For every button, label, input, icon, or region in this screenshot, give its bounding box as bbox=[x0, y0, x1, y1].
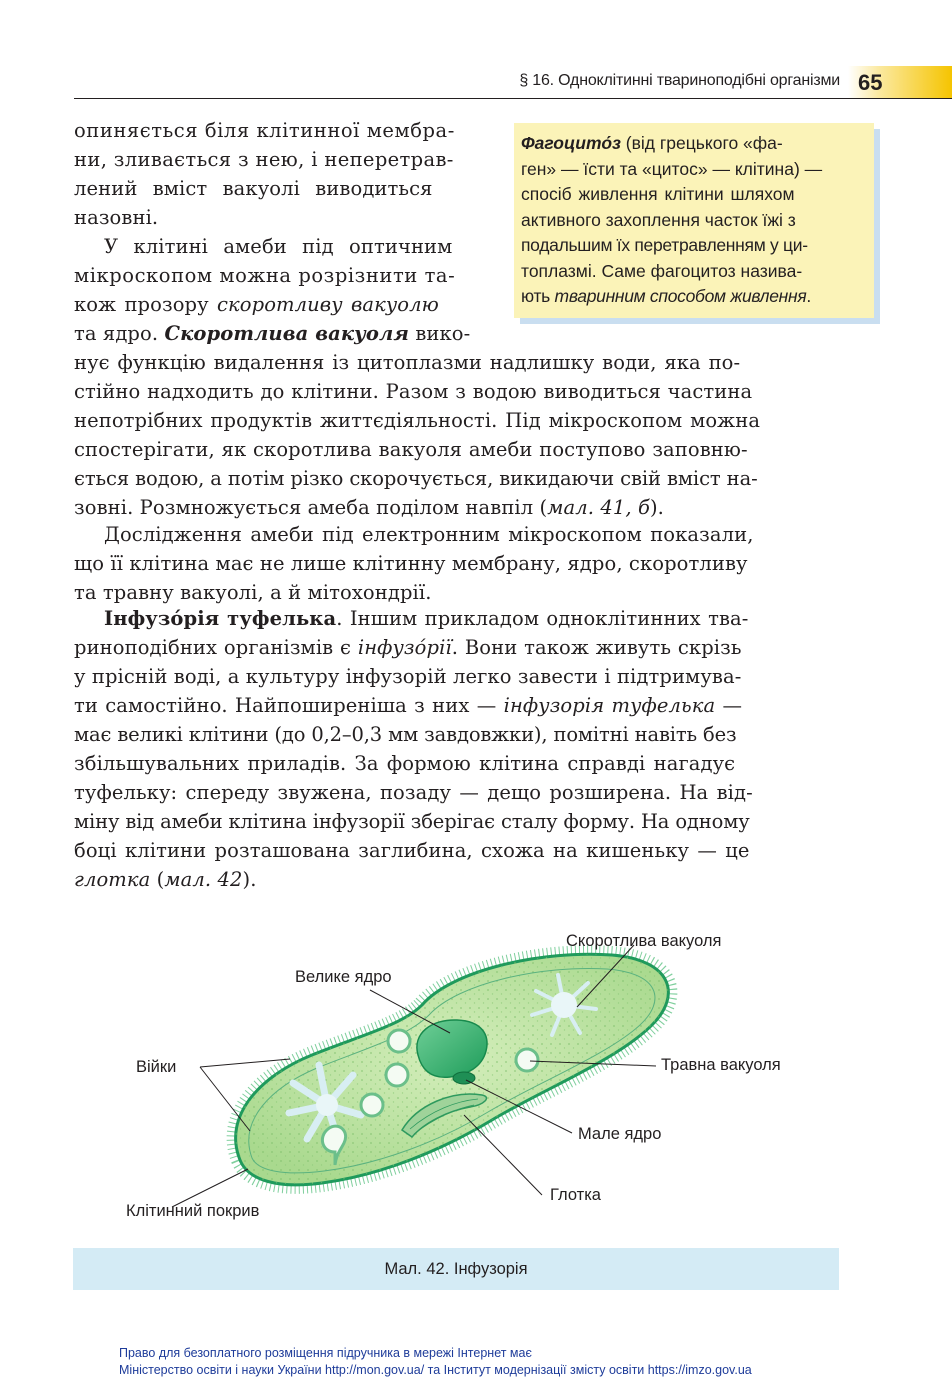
text-segment: ). bbox=[242, 868, 257, 891]
text-line bbox=[74, 691, 840, 720]
page-number: 65 bbox=[858, 70, 883, 95]
term-infusoria: інфузо́рії bbox=[357, 636, 452, 659]
term-gullet: глотка bbox=[74, 868, 151, 891]
text-segment: — bbox=[715, 694, 743, 717]
label-micronucleus: Мале ядро bbox=[578, 1125, 662, 1143]
text-segment: ( bbox=[150, 868, 165, 891]
header-rule bbox=[74, 98, 952, 99]
text-segment: ). bbox=[649, 496, 664, 519]
definition-line: спосіб живлення клітини шляхом bbox=[521, 184, 795, 204]
text-line: збільшувальних приладів. За формою клітина справді нагадує bbox=[74, 752, 736, 775]
label-contractile-vacuole: Скоротлива вакуоля bbox=[566, 932, 722, 950]
text-line: боці клітини розташована заглибина, схожа на кишеньку — це bbox=[74, 839, 750, 862]
definition-text: ють bbox=[521, 286, 555, 306]
label-pellicle: Клітинний покрив bbox=[126, 1202, 260, 1220]
text-segment: ти самостійно. Найпоширеніша з них — bbox=[74, 694, 504, 717]
definition-line: ген» — їсти та «цитос» — клітина) — bbox=[521, 158, 823, 179]
text-line: ється водою, а потім різко скорочується, викидаючи свій вміст на- bbox=[74, 467, 758, 490]
text-line bbox=[74, 520, 840, 549]
paragraph-amoeba-vacuole bbox=[74, 116, 492, 232]
text-line: ни, зливається з нею, і неперетрав- bbox=[74, 148, 454, 171]
text-line bbox=[74, 319, 840, 348]
footer-rights-links: Міністерство освіти і науки України http://mon.gov.ua/ та Інститут модернізації змісту освіти https://imzo.gov.ua bbox=[119, 1363, 752, 1377]
text-line: спостерігати, як скоротлива вакуоля амеби поступово заповню- bbox=[74, 438, 748, 461]
text-line: лений вміст вакуолі виводиться bbox=[74, 177, 433, 200]
text-line bbox=[74, 865, 840, 894]
text-line: непотрібних продуктів життєдіяльності. Під мікроскопом можна bbox=[74, 409, 761, 432]
text-line-content: Дослідження амеби під електронним мікроскопом показали, bbox=[104, 523, 754, 546]
food-vacuole bbox=[361, 1094, 383, 1116]
text-line: опиняється біля клітинної мембра- bbox=[74, 119, 455, 142]
text-line: стійно надходить до клітини. Разом з водою виводиться частина bbox=[74, 380, 753, 403]
definition-line bbox=[521, 131, 874, 157]
term-paramecium: Інфузо́рія туфелька bbox=[104, 607, 337, 630]
paramecium-illustration bbox=[72, 915, 842, 1245]
text-segment: . Вони також живуть скрізь bbox=[451, 636, 742, 659]
definition-text: (від грецького «фа- bbox=[620, 133, 783, 153]
paragraph-electron-microscope bbox=[74, 520, 840, 607]
term-contractile-vacuole-bold: Скоротлива вакуоля bbox=[164, 322, 410, 345]
text-line bbox=[74, 604, 840, 633]
text-line: нує функцію видалення із цитоплазми надлишку води, яка по- bbox=[74, 351, 741, 374]
text-line: мікроскопом можна розрізнити та- bbox=[74, 264, 456, 287]
term-contractile-vacuole: скоротливу вакуолю bbox=[217, 293, 439, 316]
food-vacuole bbox=[388, 1030, 410, 1052]
text-line: має великі клітини (до 0,2–0,3 мм завдовжки), помітні навіть без bbox=[74, 723, 737, 746]
figure-caption: Мал. 42. Інфузорія bbox=[384, 1260, 528, 1278]
definition-line: активного захоплення часток їжі з bbox=[521, 209, 796, 230]
text-segment: кож прозору bbox=[74, 293, 218, 316]
definition-emphasis: тваринним способом живлення bbox=[554, 286, 807, 306]
text-line: туфельку: спереду звужена, позаду — дещо розширена. На від- bbox=[74, 781, 753, 804]
text-segment: зовні. Розмножується амеба поділом навпіл ( bbox=[74, 496, 548, 519]
text-line bbox=[74, 493, 840, 522]
figure-caption-band bbox=[73, 1248, 839, 1290]
term-slipper-animalcule: інфузорія туфелька bbox=[503, 694, 716, 717]
text-segment: вико- bbox=[409, 322, 471, 345]
food-vacuole bbox=[516, 1049, 538, 1071]
paragraph-paramecium bbox=[74, 604, 840, 894]
definition-text: . bbox=[806, 286, 811, 306]
label-macronucleus: Велике ядро bbox=[295, 968, 392, 986]
definition-term: Фагоцито́з bbox=[521, 133, 621, 153]
label-gullet: Глотка bbox=[550, 1186, 601, 1204]
definition-line: подальшим їх перетравленням у ци- bbox=[521, 235, 808, 255]
text-line: міну від амеби клітина інфузорії зберігає сталу форму. На одному bbox=[74, 810, 750, 833]
leader-line-cilia bbox=[200, 1059, 290, 1067]
paramecium-figure bbox=[72, 915, 842, 1245]
section-title: § 16. Одноклітинні твариноподібні організми bbox=[519, 72, 840, 89]
figure-reference: мал. 41, б bbox=[547, 496, 650, 519]
text-line: та травну вакуолі, а й мітохондрії. bbox=[74, 581, 432, 604]
label-food-vacuole: Травна вакуоля bbox=[661, 1056, 781, 1074]
definition-line: топлазмі. Саме фагоцитоз назива- bbox=[521, 260, 803, 281]
text-line: назовні. bbox=[74, 206, 159, 229]
food-vacuole bbox=[386, 1064, 408, 1086]
label-cilia: Війки bbox=[136, 1058, 177, 1076]
text-line: у прісній воді, а культуру інфузорій легко завести і підтримува- bbox=[74, 665, 742, 688]
text-line: що її клітина має не лише клітинну мембрану, ядро, скоротливу bbox=[74, 552, 748, 575]
text-segment: та ядро. bbox=[74, 322, 165, 345]
text-segment: . Іншим прикладом одноклітинних тва- bbox=[336, 607, 749, 630]
text-segment: риноподібних організмів є bbox=[74, 636, 358, 659]
micronucleus bbox=[453, 1072, 475, 1084]
definition-line bbox=[521, 284, 874, 310]
text-line-content: У клітині амеби під оптичним bbox=[104, 235, 453, 258]
leader-line-gullet bbox=[464, 1115, 542, 1195]
text-line bbox=[74, 633, 840, 662]
footer-rights-line: Право для безоплатного розміщення підручника в мережі Інтернет має bbox=[119, 1346, 532, 1360]
figure-reference: мал. 42 bbox=[164, 868, 243, 891]
definition-box bbox=[514, 123, 874, 318]
